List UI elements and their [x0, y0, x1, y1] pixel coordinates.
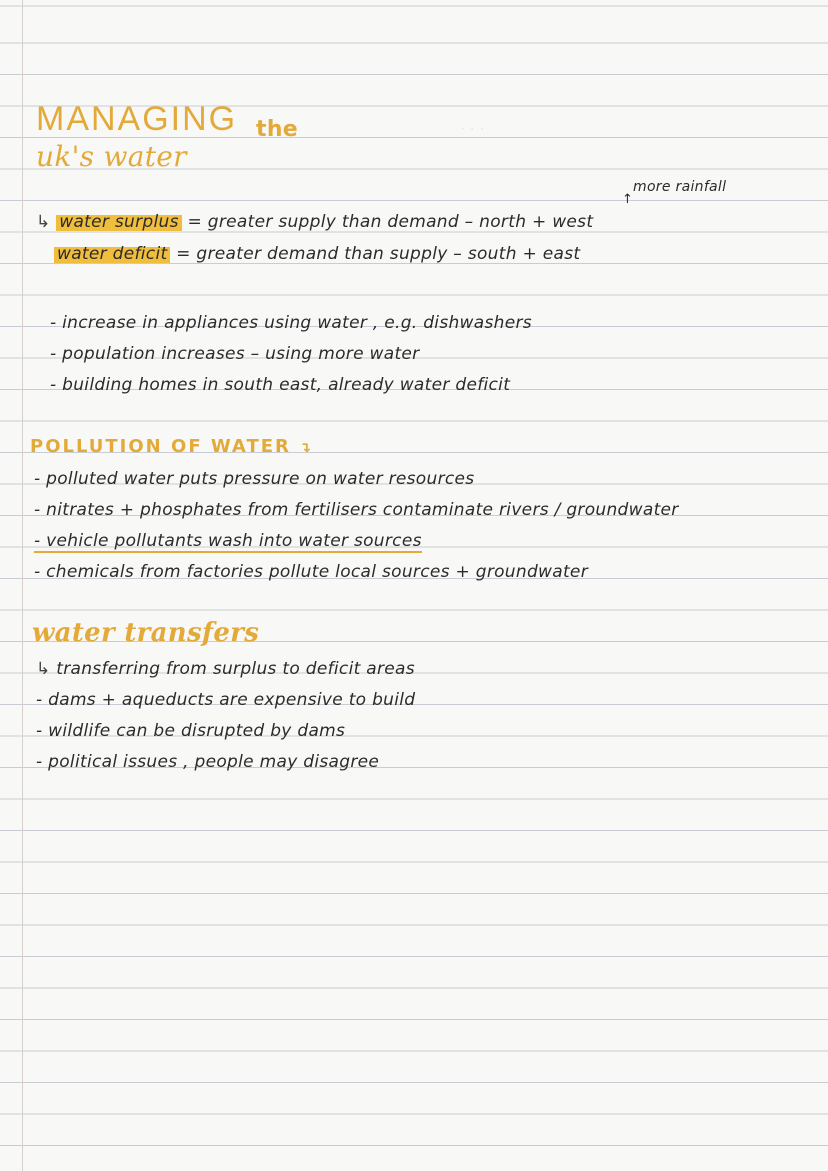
- surplus-definition: = greater supply than demand – north + west: [187, 212, 594, 232]
- pollution-heading: [30, 436, 313, 457]
- transfers-intro-text: transferring from surplus to deficit areas: [56, 659, 415, 679]
- cause-item: - population increases – using more water: [50, 344, 420, 364]
- pollution-item: - nitrates + phosphates from fertilisers contaminate rivers / groundwater: [34, 500, 679, 520]
- pollution-item: - chemicals from factories pollute local sources + groundwater: [34, 562, 588, 582]
- pollution-item: - polluted water puts pressure on water resources: [34, 469, 475, 489]
- surplus-definition-line: [36, 212, 593, 232]
- pollution-heading-text: POLLUTION OF WATER: [30, 436, 291, 457]
- transfer-item: - political issues , people may disagree: [36, 752, 380, 772]
- cause-item: - building homes in south east, already water deficit: [50, 375, 511, 395]
- arrow-icon: ↳: [36, 212, 51, 232]
- title-subtitle: uk's water: [36, 140, 187, 173]
- arrow-icon: ↳: [36, 659, 51, 679]
- margin-line: [22, 0, 23, 1171]
- annotation-more-rainfall: more rainfall: [633, 179, 727, 195]
- transfers-heading: water transfers: [32, 618, 260, 648]
- deficit-definition-line: [54, 244, 580, 264]
- title-article: the: [256, 117, 298, 142]
- title-main: MANAGING: [36, 100, 238, 138]
- deficit-term: water deficit: [54, 244, 170, 264]
- pollution-item: [34, 531, 422, 551]
- show-through-text: · · ·: [460, 120, 484, 138]
- pollution-heading-mark: ↴: [299, 440, 313, 456]
- annotation-arrow: ↑: [622, 192, 634, 207]
- deficit-definition: = greater demand than supply – south + east: [176, 244, 581, 264]
- transfers-intro: [36, 659, 415, 679]
- pollution-item-text: - vehicle pollutants wash into water sources: [34, 531, 422, 551]
- cause-item: - increase in appliances using water , e.g. dishwashers: [50, 313, 532, 333]
- surplus-term: water surplus: [56, 212, 182, 232]
- transfer-item: - dams + aqueducts are expensive to build: [36, 690, 416, 710]
- transfer-item: - wildlife can be disrupted by dams: [36, 721, 346, 741]
